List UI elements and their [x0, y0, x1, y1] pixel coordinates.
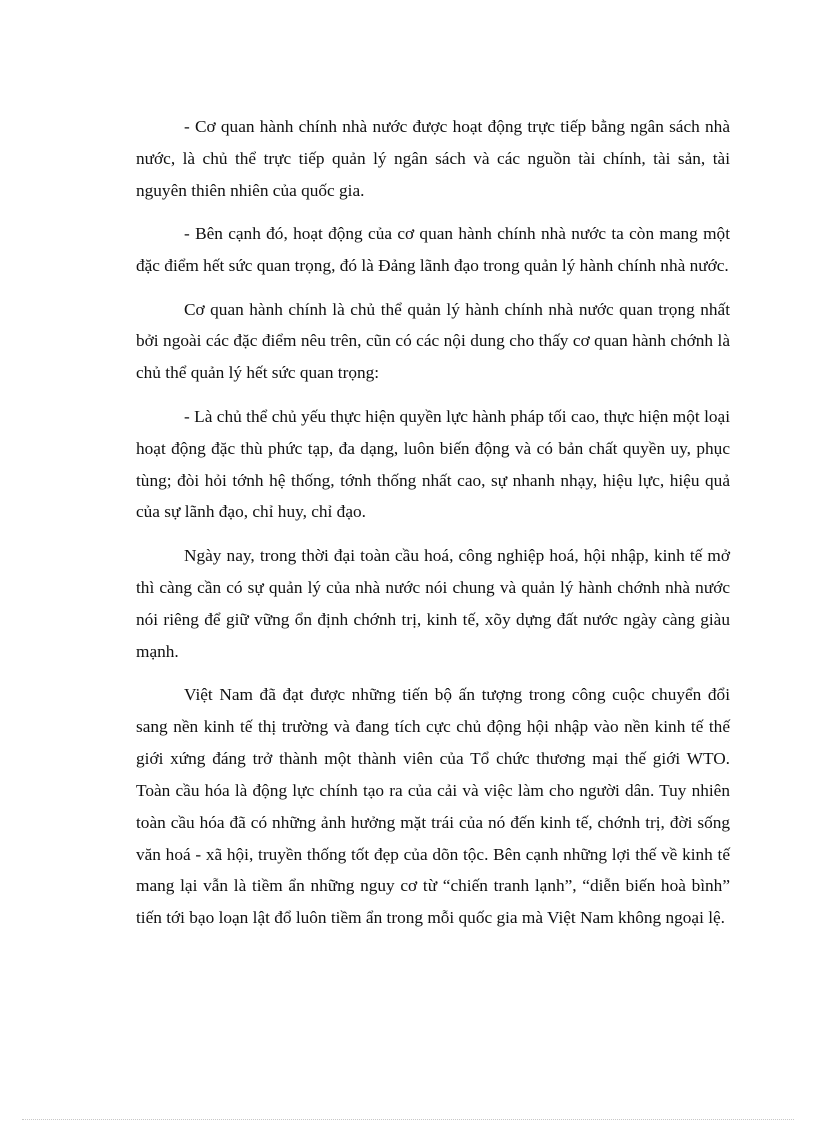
paragraph-administrative-body-importance: Cơ quan hành chính là chủ thể quản lý hành chính nhà nước quan trọng nhất bởi ngoài các đặc điểm nêu trên, cũn có các nội dung cho thấy cơ quan hành chớnh là chủ thể quản lý hết sức quan trọng: — [136, 299, 730, 383]
paragraph-globalization-era: Ngày nay, trong thời đại toàn cầu hoá, công nghiệp hoá, hội nhập, kinh tế mở thì càng cần có sự quản lý của nhà nước nói chung và quản lý hành chớnh nhà nước nói riêng để giữ vững ổn định chớnh trị, kinh tế, xõy dựng đất nước ngày càng giàu mạnh. — [136, 545, 730, 661]
paragraph-party-leadership: - Bên cạnh đó, hoạt động của cơ quan hành chính nhà nước ta còn mang một đặc điểm hết sức quan trọng, đó là Đảng lãnh đạo trong quản lý hành chính nhà nước. — [136, 224, 730, 276]
page-bottom-divider — [22, 1119, 794, 1120]
paragraph-executive-power: - Là chủ thể chủ yếu thực hiện quyền lực hành pháp tối cao, thực hiện một loại hoạt động đặc thù phức tạp, đa dạng, luôn biến động và có bản chất quyền uy, phục tùng; đòi hỏi tớnh hệ thống, tớnh thống nhất cao, sự nhanh nhạy, hiệu lực, hiệu quả của sự lãnh đạo, chỉ huy, chỉ đạo. — [136, 406, 730, 522]
paragraph-budget-activity: - Cơ quan hành chính nhà nước được hoạt động trực tiếp bằng ngân sách nhà nước, là chủ thể trực tiếp quản lý ngân sách và các nguồn tài chính, tài sản, tài nguyên thiên nhiên của quốc gia. — [136, 117, 730, 200]
document-body — [136, 111, 730, 946]
paragraph-vietnam-wto: Việt Nam đã đạt được những tiến bộ ấn tượng trong công cuộc chuyển đổi sang nền kinh tế thị trường và đang tích cực chủ động hội nhập vào nền kinh tế thế giới xứng đáng trở thành một thành viên của Tổ chức thương mại thế giới WTO. Toàn cầu hóa là động lực chính tạo ra của cải và việc làm cho người dân. Tuy nhiên toàn cầu hóa đã có những ảnh hưởng mặt trái của nó đến kinh tế, chớnh trị, đời sống văn hoá - xã hội, truyền thống tốt đẹp của dõn tộc. Bên cạnh những lợi thế về kinh tế mang lại vẫn là tiềm ẩn những nguy cơ từ “chiến tranh lạnh”, “diễn biến hoà bình” tiến tới bạo loạn lật đổ luôn tiềm ẩn trong mỗi quốc gia mà Việt Nam không ngoại lệ. — [136, 685, 730, 928]
